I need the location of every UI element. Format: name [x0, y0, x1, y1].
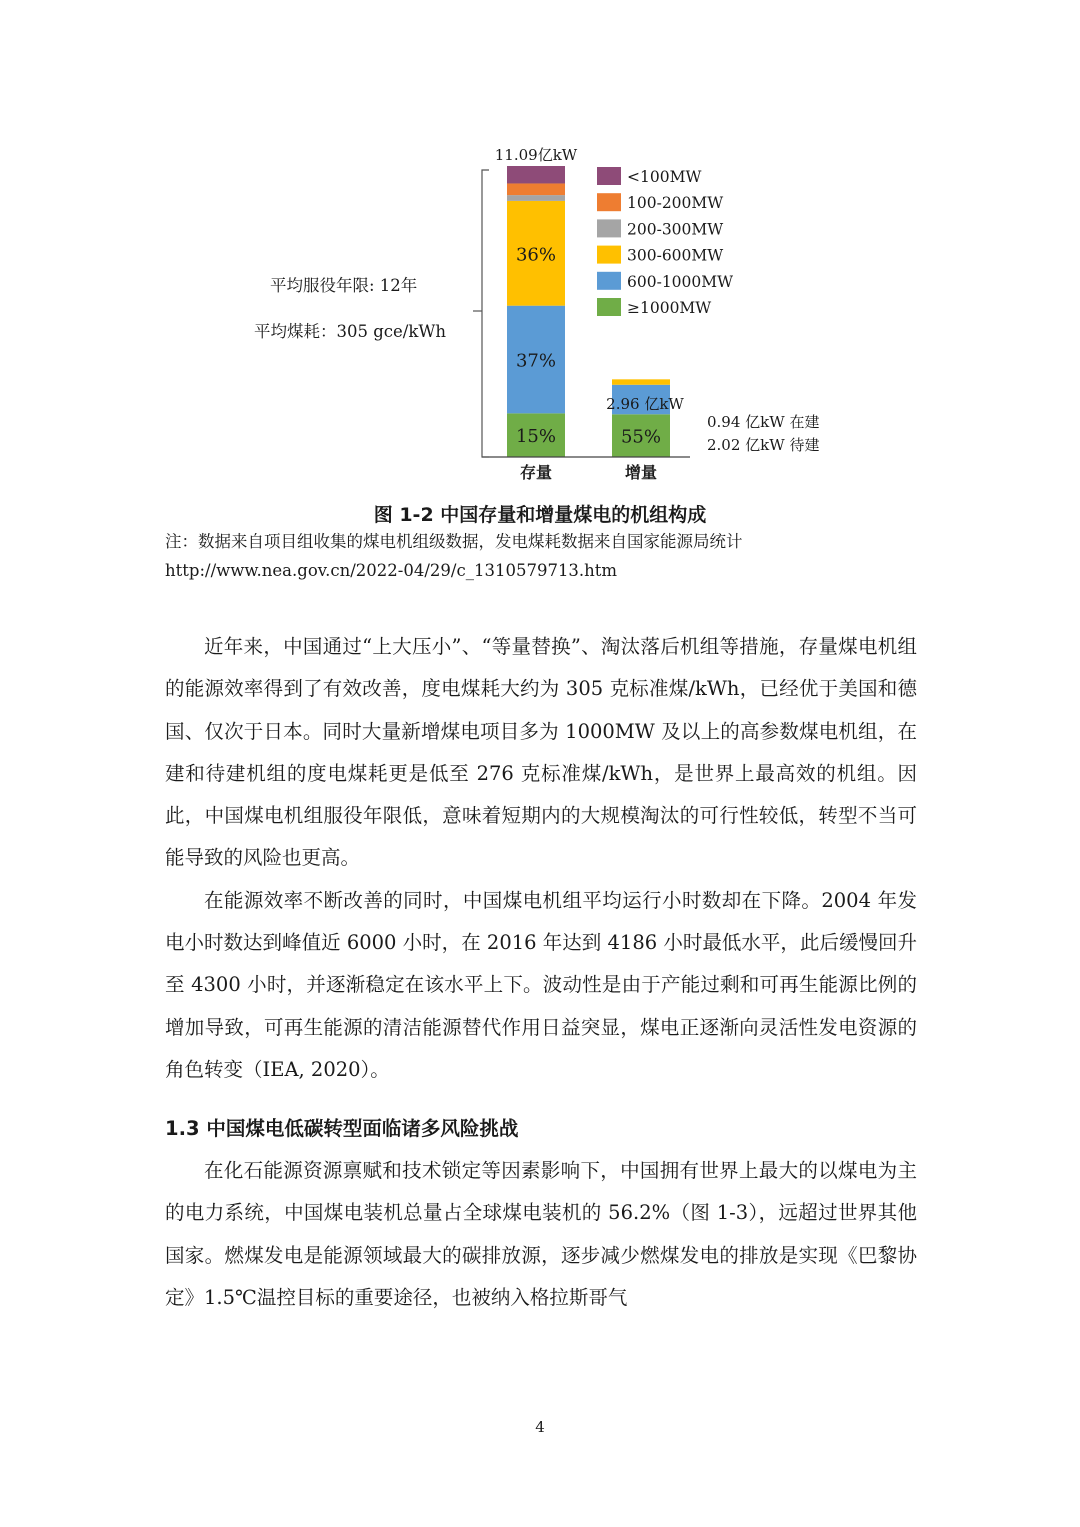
legend-label-3: 300-600MW [627, 246, 724, 265]
legend-label-2: 200-300MW [627, 220, 724, 239]
avg-coal-consumption: 平均煤耗：305 gce/kWh [254, 322, 446, 341]
segment-label-0: 36% [515, 244, 557, 266]
data-source-url: http://www.nea.gov.cn/2022-04/29/c_1310579713.htm [165, 561, 618, 580]
body-paragraphs [165, 626, 917, 1091]
bar-segment-stock-1 [507, 183, 565, 195]
legend [597, 167, 733, 317]
page-number: 4 [535, 1418, 545, 1436]
stacked-bar-chart [0, 0, 1080, 490]
legend-swatch-3 [597, 246, 621, 264]
legend-label-1: 100-200MW [627, 194, 724, 213]
bar-segment-stock-0 [507, 166, 565, 183]
legend-label-0: <100MW [627, 168, 702, 186]
bar-segment-stock-2 [507, 195, 565, 201]
segment-label-1: 37% [515, 350, 557, 372]
figure-caption: 图 1-2 中国存量和增量煤电的机组构成 [373, 504, 707, 526]
total-label-stock: 11.09亿kW [494, 146, 578, 164]
under-construction-note: 0.94 亿kW 在建 [707, 413, 820, 431]
legend-label-4: 600-1000MW [627, 272, 734, 291]
bar-segment-new-3 [612, 379, 670, 384]
paragraph-operating-hours: 在能源效率不断改善的同时，中国煤电机组平均运行小时数却在下降。2004 年发电小时数达到峰值近 6000 小时，在 2016 年达到 4186 小时最低水平，此后缓慢回升至 4300 小时，并逐渐稳定在该水平上下。波动性是由于产能过剩和可再生能源比例的增加导致，可再生能源的清洁能源替代作用日益突显，煤电正逐渐向灵活性发电资源的角色转变（IEA, 2020）。 [165, 888, 917, 1081]
legend-swatch-0 [597, 167, 621, 185]
legend-label-5: ≥1000MW [627, 299, 712, 317]
planned-note: 2.02 亿kW 待建 [707, 436, 820, 454]
bracket [482, 170, 489, 457]
legend-swatch-1 [597, 193, 621, 211]
total-label-new: 2.96 亿kW [606, 395, 684, 413]
section-heading: 1.3 中国煤电低碳转型面临诸多风险挑战 [165, 1117, 519, 1140]
paragraph-efficiency: 近年来，中国通过“上大压小”、“等量替换”、淘汰落后机组等措施，存量煤电机组的能源效率得到了有效改善，度电煤耗大约为 305 克标准煤/kWh，已经优于美国和德国、仅次于日本。同时大量新增煤电项目多为 1000MW 及以上的高参数煤电机组，在建和待建机组的度电煤耗更是低至 276 克标准煤/kWh，是世界上最高效的机组。因此，中国煤电机组服役年限低，意味着短期内的大规模淘汰的可行性较低，转型不当可能导致的风险也更高。 [165, 635, 917, 870]
paragraph-risk: 在化石能源资源禀赋和技术锁定等因素影响下，中国拥有世界上最大的以煤电为主的电力系统，中国煤电装机总量占全球煤电装机的 56.2%（图 1-3），远超过世界其他国家。燃煤发电是能源领域最大的碳排放源，逐步减少燃煤发电的排放是实现《巴黎协定》1.5℃温控目标的重要途径，也被纳入格拉斯哥气 [165, 1159, 917, 1309]
segment-label-3: 55% [620, 426, 662, 448]
category-label-stock: 存量 [519, 463, 553, 482]
legend-swatch-4 [597, 272, 621, 290]
data-source-note: 注：数据来自项目组收集的煤电机组级数据，发电煤耗数据来自国家能源局统计 [165, 532, 743, 551]
legend-swatch-5 [597, 298, 621, 316]
category-label-new: 增量 [624, 463, 658, 482]
legend-swatch-2 [597, 219, 621, 237]
segment-label-2: 15% [515, 426, 557, 448]
avg-service-years: 平均服役年限: 12年 [270, 276, 418, 295]
section-body [165, 1150, 917, 1319]
